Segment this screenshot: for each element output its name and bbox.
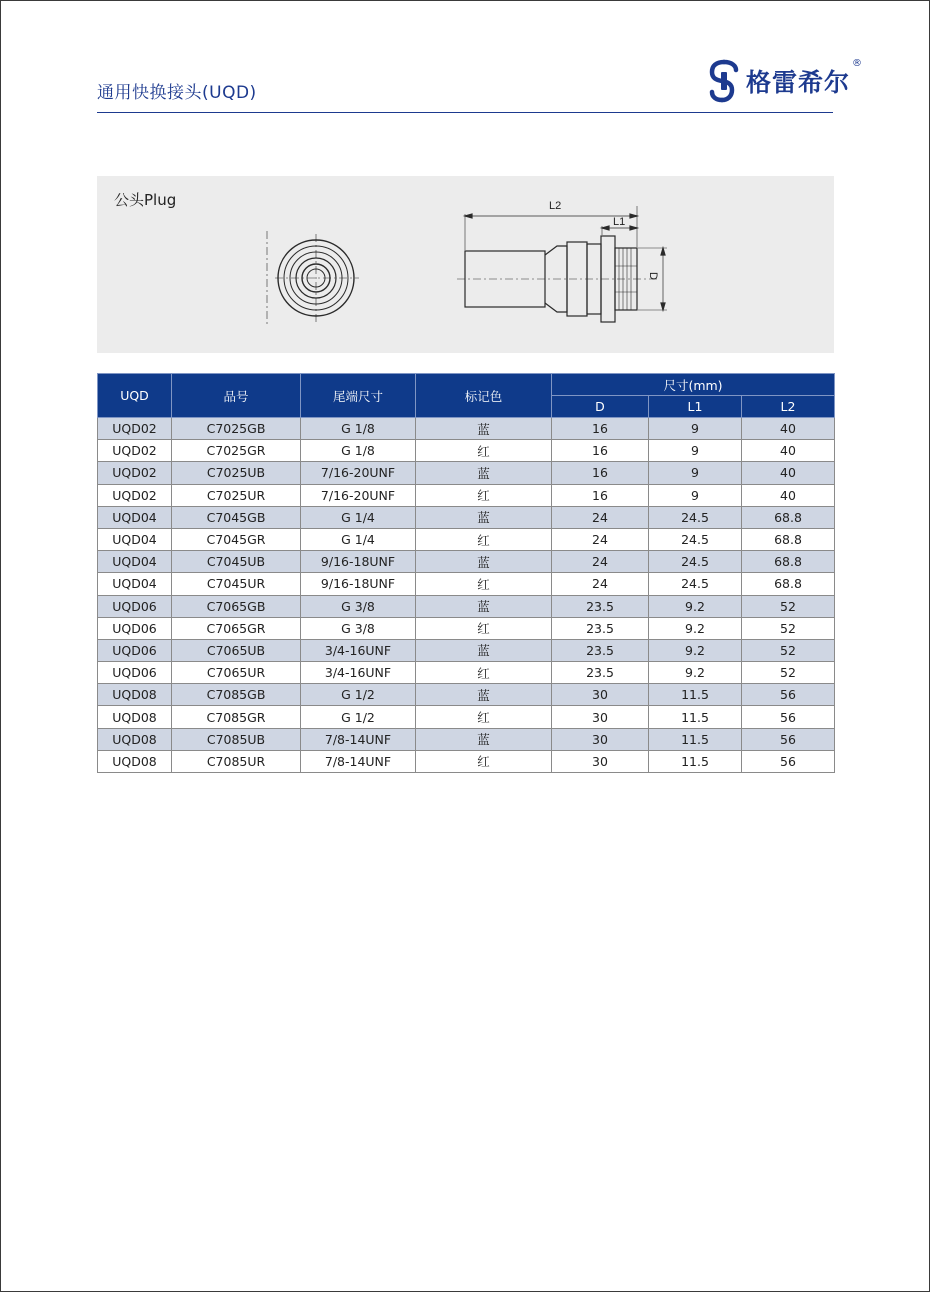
- plug-end-view: [267, 231, 359, 326]
- cell-l1: 9: [649, 418, 742, 440]
- table-row: [98, 684, 835, 706]
- cell-l1: 9: [649, 440, 742, 462]
- table-row: [98, 750, 835, 772]
- cell-l1: 11.5: [649, 684, 742, 706]
- cell-d: 23.5: [552, 662, 649, 684]
- cell-part-no: C7025GR: [172, 440, 301, 462]
- cell-l2: 68.8: [742, 573, 835, 595]
- cell-tail-size: 3/4-16UNF: [301, 639, 416, 661]
- cell-l2: 56: [742, 750, 835, 772]
- header-tail-size: 尾端尺寸: [301, 374, 416, 418]
- cell-d: 24: [552, 528, 649, 550]
- cell-d: 24: [552, 506, 649, 528]
- product-figure-panel: [97, 176, 834, 353]
- cell-l2: 56: [742, 684, 835, 706]
- cell-l2: 40: [742, 462, 835, 484]
- cell-tail-size: G 3/8: [301, 595, 416, 617]
- table-body: [98, 418, 835, 773]
- cell-mark-color: 蓝: [416, 639, 552, 661]
- cell-l1: 9: [649, 484, 742, 506]
- cell-l1: 24.5: [649, 573, 742, 595]
- table-row: [98, 706, 835, 728]
- cell-part-no: C7045UB: [172, 551, 301, 573]
- table-row: [98, 639, 835, 661]
- cell-l2: 56: [742, 728, 835, 750]
- cell-tail-size: 7/16-20UNF: [301, 462, 416, 484]
- cell-tail-size: 7/8-14UNF: [301, 728, 416, 750]
- cell-mark-color: 红: [416, 484, 552, 506]
- cell-l1: 9.2: [649, 595, 742, 617]
- cell-l2: 52: [742, 662, 835, 684]
- cell-part-no: C7045UR: [172, 573, 301, 595]
- cell-l2: 56: [742, 706, 835, 728]
- header-uqd: UQD: [98, 374, 172, 418]
- cell-tail-size: 9/16-18UNF: [301, 573, 416, 595]
- cell-uqd: UQD06: [98, 639, 172, 661]
- cell-d: 30: [552, 750, 649, 772]
- cell-uqd: UQD08: [98, 706, 172, 728]
- cell-l2: 68.8: [742, 528, 835, 550]
- cell-mark-color: 红: [416, 662, 552, 684]
- plug-technical-drawing: [97, 176, 834, 353]
- cell-mark-color: 红: [416, 706, 552, 728]
- page-title: 通用快换接头(UQD): [97, 83, 257, 103]
- cell-uqd: UQD04: [98, 573, 172, 595]
- cell-d: 30: [552, 728, 649, 750]
- header-divider: [97, 112, 833, 113]
- cell-tail-size: G 1/4: [301, 528, 416, 550]
- cell-mark-color: 红: [416, 528, 552, 550]
- cell-mark-color: 蓝: [416, 728, 552, 750]
- table-row: [98, 617, 835, 639]
- cell-uqd: UQD06: [98, 595, 172, 617]
- cell-l1: 24.5: [649, 551, 742, 573]
- cell-l2: 40: [742, 418, 835, 440]
- header-mark-color: 标记色: [416, 374, 552, 418]
- cell-l2: 52: [742, 639, 835, 661]
- cell-part-no: C7025GB: [172, 418, 301, 440]
- cell-uqd: UQD08: [98, 750, 172, 772]
- cell-tail-size: 7/8-14UNF: [301, 750, 416, 772]
- cell-uqd: UQD06: [98, 617, 172, 639]
- cell-d: 23.5: [552, 617, 649, 639]
- cell-l1: 9: [649, 462, 742, 484]
- header-part-no: 品号: [172, 374, 301, 418]
- cell-uqd: UQD02: [98, 418, 172, 440]
- cell-uqd: UQD08: [98, 684, 172, 706]
- cell-part-no: C7085UB: [172, 728, 301, 750]
- cell-tail-size: 7/16-20UNF: [301, 484, 416, 506]
- cell-mark-color: 蓝: [416, 551, 552, 573]
- table-row: [98, 528, 835, 550]
- cell-part-no: C7045GR: [172, 528, 301, 550]
- cell-mark-color: 红: [416, 573, 552, 595]
- cell-uqd: UQD06: [98, 662, 172, 684]
- cell-part-no: C7065UB: [172, 639, 301, 661]
- cell-part-no: C7045GB: [172, 506, 301, 528]
- cell-l2: 52: [742, 595, 835, 617]
- dimension-d-label: D: [647, 272, 659, 280]
- cell-tail-size: G 1/2: [301, 684, 416, 706]
- cell-uqd: UQD02: [98, 484, 172, 506]
- header-l2: L2: [742, 396, 835, 418]
- cell-l1: 24.5: [649, 528, 742, 550]
- cell-l1: 9.2: [649, 639, 742, 661]
- brand-name: 格雷希尔: [746, 68, 851, 97]
- cell-part-no: C7065GR: [172, 617, 301, 639]
- cell-d: 24: [552, 551, 649, 573]
- cell-l1: 11.5: [649, 750, 742, 772]
- cell-part-no: C7085GR: [172, 706, 301, 728]
- cell-part-no: C7065UR: [172, 662, 301, 684]
- cell-d: 23.5: [552, 639, 649, 661]
- cell-d: 30: [552, 684, 649, 706]
- cell-mark-color: 蓝: [416, 506, 552, 528]
- plug-side-view: [457, 206, 667, 322]
- table-row: [98, 418, 835, 440]
- cell-mark-color: 蓝: [416, 418, 552, 440]
- cell-part-no: C7085UR: [172, 750, 301, 772]
- table-row: [98, 551, 835, 573]
- table-row: [98, 462, 835, 484]
- registered-mark: ®: [852, 58, 863, 69]
- cell-l2: 52: [742, 617, 835, 639]
- header-dimensions: 尺寸(mm): [552, 374, 835, 396]
- cell-uqd: UQD08: [98, 728, 172, 750]
- cell-tail-size: G 3/8: [301, 617, 416, 639]
- cell-d: 16: [552, 484, 649, 506]
- cell-mark-color: 蓝: [416, 462, 552, 484]
- cell-d: 23.5: [552, 595, 649, 617]
- cell-l1: 9.2: [649, 662, 742, 684]
- cell-tail-size: G 1/8: [301, 440, 416, 462]
- dimension-l2-label: L2: [549, 200, 562, 212]
- cell-d: 24: [552, 573, 649, 595]
- table-row: [98, 506, 835, 528]
- cell-uqd: UQD04: [98, 528, 172, 550]
- cell-part-no: C7025UB: [172, 462, 301, 484]
- cell-d: 16: [552, 440, 649, 462]
- cell-mark-color: 蓝: [416, 595, 552, 617]
- cell-d: 16: [552, 462, 649, 484]
- header-l1: L1: [649, 396, 742, 418]
- cell-part-no: C7065GB: [172, 595, 301, 617]
- cell-uqd: UQD02: [98, 440, 172, 462]
- cell-l1: 11.5: [649, 728, 742, 750]
- cell-part-no: C7025UR: [172, 484, 301, 506]
- table-row: [98, 573, 835, 595]
- cell-l2: 40: [742, 484, 835, 506]
- figure-label: 公头Plug: [114, 191, 177, 209]
- header-d: D: [552, 396, 649, 418]
- brand-logo-group: [708, 58, 863, 104]
- cell-tail-size: G 1/2: [301, 706, 416, 728]
- table-row: [98, 484, 835, 506]
- cell-l1: 9.2: [649, 617, 742, 639]
- cell-mark-color: 红: [416, 750, 552, 772]
- table-row: [98, 728, 835, 750]
- cell-tail-size: G 1/8: [301, 418, 416, 440]
- dimension-l1-label: L1: [613, 216, 626, 228]
- cell-d: 30: [552, 706, 649, 728]
- cell-l2: 40: [742, 440, 835, 462]
- cell-l1: 11.5: [649, 706, 742, 728]
- cell-uqd: UQD04: [98, 506, 172, 528]
- cell-mark-color: 红: [416, 617, 552, 639]
- cell-l2: 68.8: [742, 506, 835, 528]
- cell-mark-color: 红: [416, 440, 552, 462]
- cell-l2: 68.8: [742, 551, 835, 573]
- specification-table: [97, 373, 835, 773]
- table-row: [98, 662, 835, 684]
- cell-part-no: C7085GB: [172, 684, 301, 706]
- cell-tail-size: 3/4-16UNF: [301, 662, 416, 684]
- cell-uqd: UQD02: [98, 462, 172, 484]
- cell-mark-color: 蓝: [416, 684, 552, 706]
- brand-logo-icon: [708, 59, 740, 103]
- cell-l1: 24.5: [649, 506, 742, 528]
- cell-tail-size: 9/16-18UNF: [301, 551, 416, 573]
- table-row: [98, 595, 835, 617]
- cell-tail-size: G 1/4: [301, 506, 416, 528]
- cell-uqd: UQD04: [98, 551, 172, 573]
- table-row: [98, 440, 835, 462]
- cell-d: 16: [552, 418, 649, 440]
